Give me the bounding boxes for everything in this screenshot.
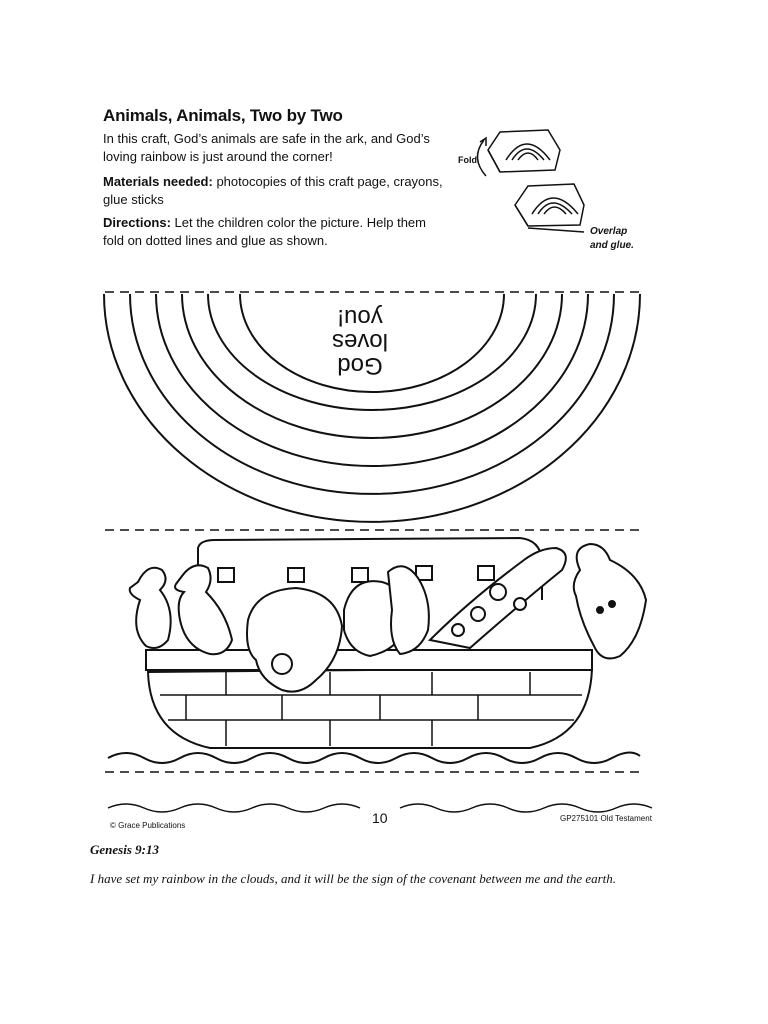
overlap-label xyxy=(590,225,660,253)
directions-text: Let the children color the picture. Help them fold on dotted lines and glue as shown. xyxy=(103,215,426,248)
fold-label: Fold. xyxy=(458,155,480,165)
verse-text: I have set my rainbow in the clouds, and it will be the sign of the covenant between me and the earth. xyxy=(90,871,617,886)
overlap-label-line1: Overlap xyxy=(590,226,628,237)
rainbow-message xyxy=(310,305,410,377)
materials-lead: Materials needed: xyxy=(103,174,213,189)
craft-intro: In this craft, God’s animals are safe in the ark, and God’s loving rainbow is just around the corner! xyxy=(103,131,430,164)
rainbow-line-2: loves xyxy=(331,328,389,355)
overlap-label-line2: and glue. xyxy=(590,240,634,251)
catalog-number: GP275101 Old Testament xyxy=(560,814,652,823)
verse-reference: Genesis 9:13 xyxy=(90,842,159,857)
rainbow-line-3: you! xyxy=(337,304,383,331)
copyright-text: © Grace Publications xyxy=(110,821,186,830)
fold-diagram xyxy=(477,130,584,232)
craft-title: Animals, Animals, Two by Two xyxy=(103,106,343,125)
directions-lead: Directions: xyxy=(103,215,171,230)
water-waves xyxy=(108,752,640,763)
rainbow-line-1: God xyxy=(337,352,383,379)
page-number: 10 xyxy=(372,810,388,826)
materials-text: photocopies of this craft page, crayons, glue sticks xyxy=(103,174,443,207)
